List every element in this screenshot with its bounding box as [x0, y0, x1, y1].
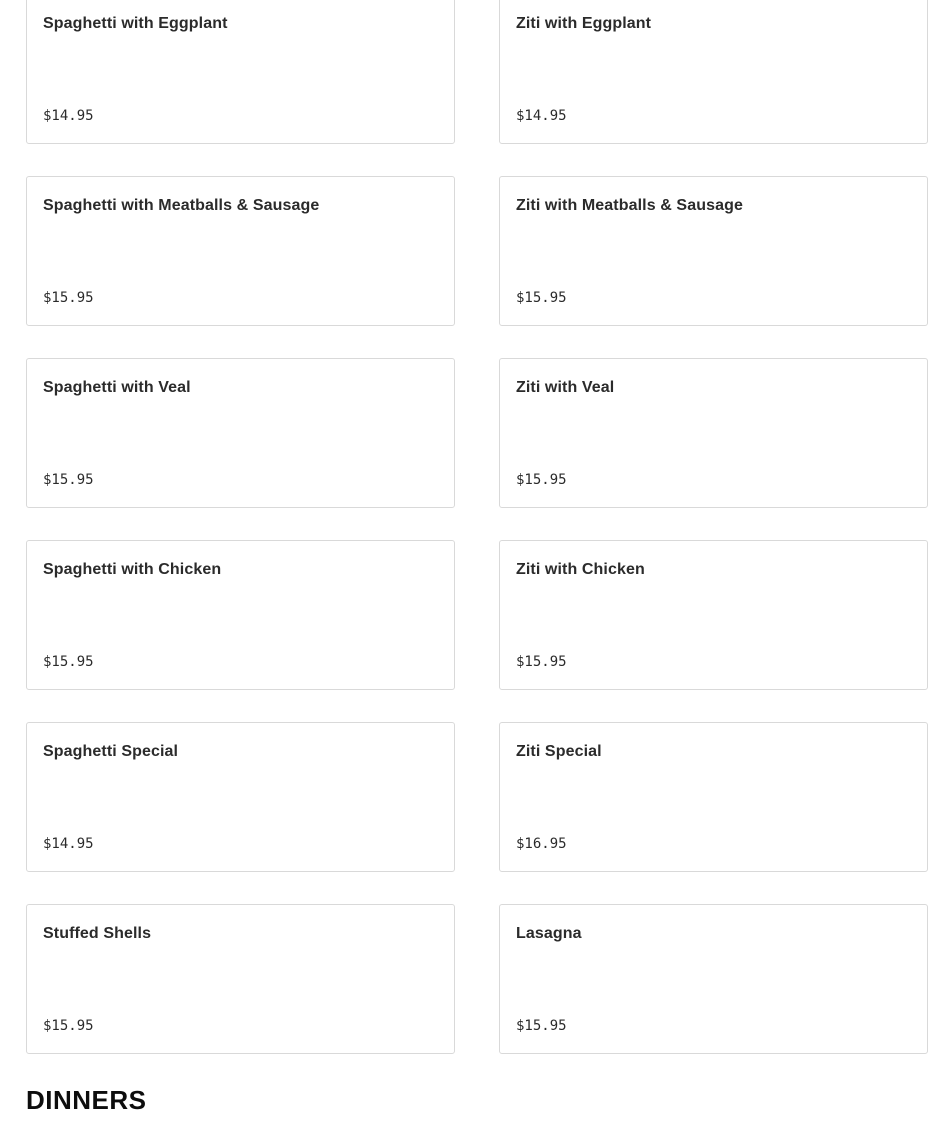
menu-item-price: $14.95	[516, 108, 567, 124]
menu-item-card[interactable]	[26, 904, 455, 1054]
menu-item-price: $15.95	[43, 290, 94, 306]
menu-item-name: Ziti Special	[516, 743, 602, 760]
section-heading-dinners: DINNERS	[26, 1085, 147, 1115]
menu-item-price: $15.95	[43, 654, 94, 670]
menu-item-price: $15.95	[43, 472, 94, 488]
menu-item-name: Lasagna	[516, 925, 582, 942]
menu-item-name: Ziti with Chicken	[516, 561, 645, 578]
menu-item-card[interactable]	[499, 904, 928, 1054]
menu-item-price: $14.95	[43, 108, 94, 124]
menu-item-price: $14.95	[43, 836, 94, 852]
menu-item-card[interactable]	[499, 176, 928, 326]
menu-item-card[interactable]	[499, 722, 928, 872]
menu-item-name: Spaghetti with Eggplant	[43, 15, 228, 32]
menu-item-name: Spaghetti with Veal	[43, 379, 191, 396]
menu-item-price: $15.95	[43, 1018, 94, 1034]
menu-item-name: Spaghetti with Meatballs & Sausage	[43, 197, 320, 214]
menu-item-name: Spaghetti Special	[43, 743, 179, 760]
menu-item-card[interactable]	[26, 540, 455, 690]
menu-item-card[interactable]	[26, 722, 455, 872]
menu-item-price: $15.95	[516, 1018, 567, 1034]
menu-item-price: $16.95	[516, 836, 567, 852]
menu-item-price: $15.95	[516, 654, 567, 670]
menu-item-name: Stuffed Shells	[43, 925, 152, 942]
menu-item-price: $15.95	[516, 472, 567, 488]
menu-item-card[interactable]	[499, 540, 928, 690]
menu-item-card[interactable]	[26, 176, 455, 326]
menu-item-name: Ziti with Eggplant	[516, 15, 652, 32]
menu-item-grid	[26, 0, 928, 1054]
menu-item-card[interactable]	[26, 0, 455, 144]
menu-item-name: Ziti with Meatballs & Sausage	[516, 197, 743, 214]
menu-item-card[interactable]	[26, 358, 455, 508]
menu-item-price: $15.95	[516, 290, 567, 306]
menu-item-name: Spaghetti with Chicken	[43, 561, 222, 578]
menu-item-name: Ziti with Veal	[516, 379, 615, 396]
menu-item-card[interactable]	[499, 358, 928, 508]
menu-item-card[interactable]	[499, 0, 928, 144]
